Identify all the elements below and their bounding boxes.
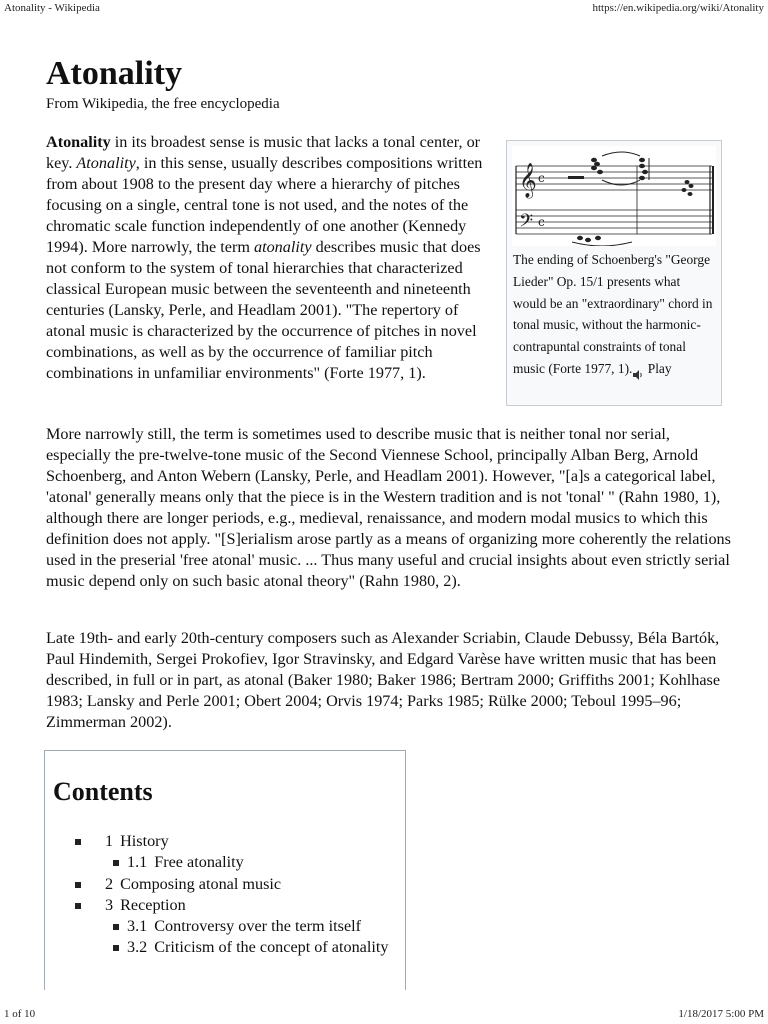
- toc-item-history[interactable]: [45, 831, 405, 852]
- toc-number: 1.1: [127, 853, 148, 872]
- music-score-svg: [512, 146, 716, 246]
- print-timestamp: 1/18/2017 5:00 PM: [678, 1008, 764, 1020]
- bullet-icon: [113, 860, 119, 866]
- svg-text:c: c: [538, 171, 545, 185]
- print-header-title: Atonality - Wikipedia: [4, 2, 100, 14]
- svg-text:𝄢: 𝄢: [519, 211, 534, 236]
- intro-text-2: , in this sense, usually describes compositions written from about 1908 to the present day where a hierarchy of pitches focusing on a single, central tone is not used, and the notes of the chromatic scale function independently of one another (Kennedy 1994). More narrowly, the term: [46, 154, 483, 256]
- toc-number: 3.2: [127, 938, 148, 957]
- intro-text-1: in its broadest sense is music that lacks a tonal center, or key.: [46, 133, 481, 172]
- print-header: [0, 2, 768, 14]
- toc-title: Contents: [53, 777, 153, 806]
- site-tagline: From Wikipedia, the free encyclopedia: [46, 96, 280, 112]
- bold-term: Atonality: [46, 133, 111, 151]
- toc-label: History: [120, 832, 169, 850]
- toc-label: Reception: [120, 895, 186, 914]
- print-footer: [0, 1008, 768, 1020]
- toc-number: 3.1: [127, 917, 148, 936]
- svg-text:𝄞: 𝄞: [519, 163, 537, 198]
- bullet-icon: [75, 903, 81, 909]
- toc-item-reception[interactable]: [45, 895, 405, 916]
- speaker-icon[interactable]: [632, 365, 644, 375]
- figure-thumbnail: [506, 140, 722, 406]
- italic-term-2: atonality: [253, 238, 312, 256]
- toc-list: [45, 831, 405, 959]
- print-header-url[interactable]: https://en.wikipedia.org/wiki/Atonality: [592, 2, 764, 14]
- bullet-icon: [113, 924, 119, 930]
- figure-caption: [513, 249, 713, 380]
- toc-number: 2: [105, 874, 114, 893]
- play-audio-link[interactable]: Play: [647, 360, 672, 376]
- toc-item-controversy[interactable]: [45, 916, 405, 937]
- bullet-icon: [75, 839, 81, 845]
- paragraph-2: More narrowly still, the term is sometimes used to describe music that is neither tonal nor serial, especially the pre-twelve-tone music of the Second Viennese School, principally Alban Berg, Arnold Schoenberg, and Anton Webern (Lansky, Perle, and Headlam 2001). However, "[a]s a categorical label, 'atonal' generally means only that the piece is in the Western tradition and is not 'tonal' " (Rahn 1980, 1), although there are longer periods, e.g., medieval, renaissance, and modern modal musics to which this definition does not apply. "[S]erialism arose partly as a means of organizing more coherently the relations used in the preserial 'free atonal' music. ... Thus many useful and crucial insights about even strictly serial music depend only on such basic atonal theory" (Rahn 1980, 2).: [46, 425, 731, 590]
- bullet-icon: [75, 882, 81, 888]
- bullet-icon: [113, 945, 119, 951]
- paragraph-3: Late 19th- and early 20th-century composers such as Alexander Scriabin, Claude Debussy, Béla Bartók, Paul Hindemith, Sergei Prokofiev, Igor Stravinsky, and Edgard Varèse have written music that has been described, in full or in part, as atonal (Baker 1980; Baker 1986; Bertram 2000; Griffiths 2001; Kohlhase 1983; Lansky and Perle 2001; Obert 2004; Orvis 1974; Parks 1985; Rülke 2000; Teboul 1995–96; Zimmerman 2002).: [46, 629, 721, 731]
- toc-number: 1: [105, 832, 114, 850]
- toc-item-free-atonality[interactable]: [45, 852, 405, 873]
- intro-text-3: describes music that does not conform to the system of tonal hierarchies that characterized classical European music between the seventeenth and nineteenth centuries (Lansky, Perle, and Headlam 2001). "The repertory of atonal music is characterized by the occurrence of pitches in novel combinations, as well as by the occurrence of familiar pitch combinations in unfamiliar environments" (Forte 1977, 1).: [46, 238, 481, 382]
- figure-caption-text: The ending of Schoenberg's "George Lieder" Op. 15/1 presents what would be an "extraordinary" chord in tonal music, without the harmonic-contrapuntal constraints of tonal music (Forte 1977, 1).: [513, 252, 713, 376]
- music-score-image[interactable]: [512, 146, 716, 246]
- page-title: Atonality: [46, 55, 182, 92]
- intro-paragraph: [46, 132, 486, 384]
- page-count: 1 of 10: [4, 1008, 36, 1020]
- toc-label: Controversy over the term itself: [154, 917, 362, 936]
- italic-term: Atonality: [76, 154, 136, 172]
- toc-item-composing[interactable]: [45, 874, 405, 895]
- toc-label: Free atonality: [154, 853, 244, 872]
- svg-text:c: c: [538, 215, 545, 229]
- toc-label: Criticism of the concept of atonality: [154, 938, 389, 957]
- toc-number: 3: [105, 895, 114, 914]
- toc-label: Composing atonal music: [120, 874, 282, 893]
- table-of-contents: [44, 750, 406, 990]
- toc-item-criticism[interactable]: [45, 937, 405, 958]
